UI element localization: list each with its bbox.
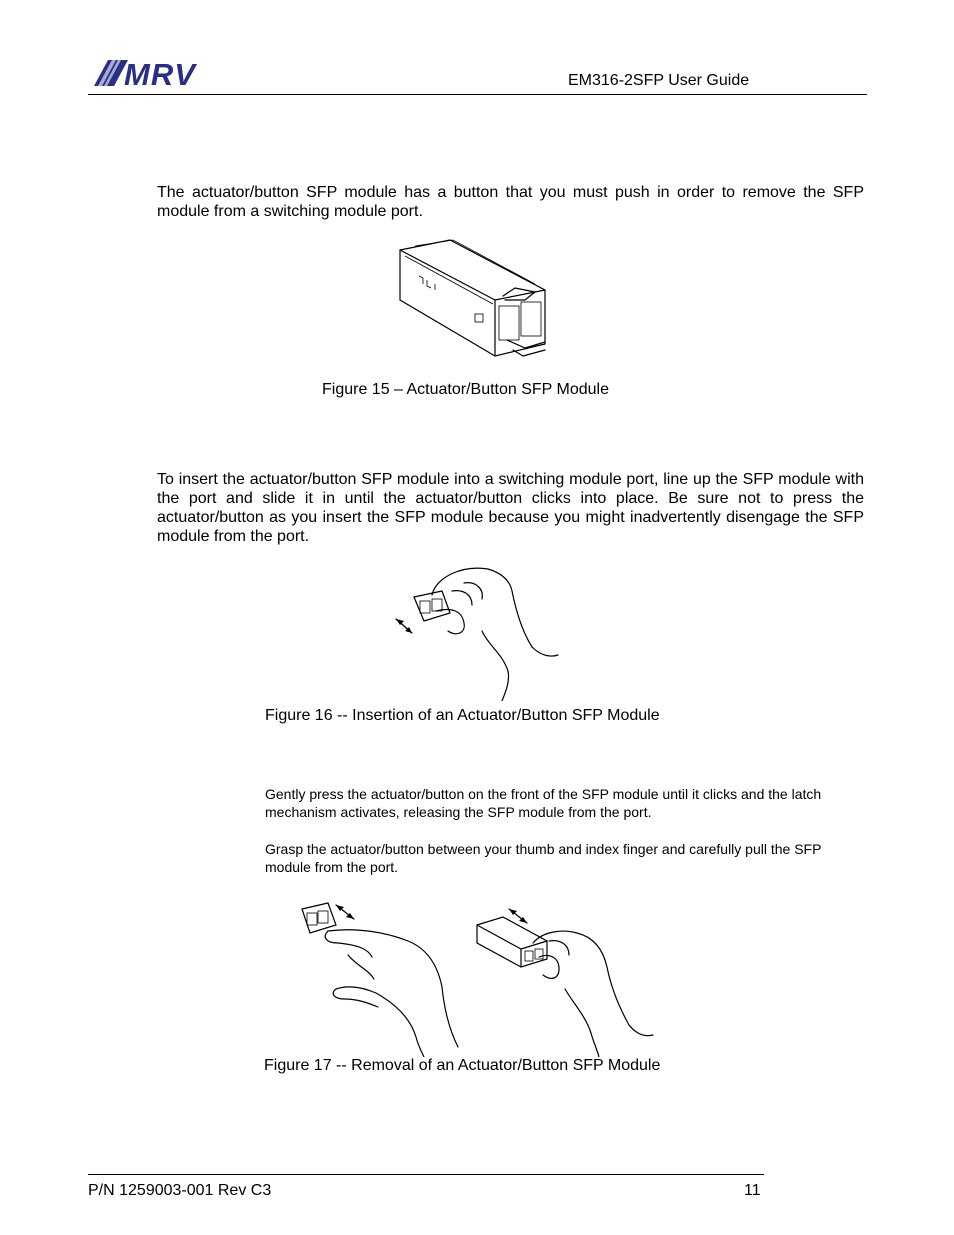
finger-pressing-sfp-button-illustration [298,897,483,1057]
removal-step-1: Gently press the actuator/button on the front of the SFP module until it clicks and the latch mechanism activates, releasing the SFP module from the port. [265,786,822,820]
hand-inserting-sfp-illustration [392,561,562,701]
footer-divider [88,1174,764,1175]
footer-page-number: 11 [744,1182,761,1199]
figure-15-caption: Figure 15 – Actuator/Button SFP Module [322,381,609,398]
hand-pulling-sfp-illustration [473,897,658,1057]
mrv-logo [94,58,214,88]
footer-part-number: P/N 1259003-001 Rev C3 [88,1182,272,1199]
intro-paragraph: The actuator/button SFP module has a button that you must push in order to remove the SFP module from a switching module port. [157,184,864,220]
removal-step-2: Grasp the actuator/button between your thumb and index finger and carefully pull the SFP module from the port. [265,841,822,875]
header-divider [88,94,867,95]
insertion-paragraph: To insert the actuator/button SFP module into a switching module port, line up the SFP module with the port and slide it in until the actuator/button clicks into place. Be sure not to press the actuator/button as you insert the SFP module because you might inadvertently disengage the SFP module from the port. [157,471,864,545]
svg-text:MRV: MRV [124,58,196,88]
sfp-module-illustration [395,236,560,361]
figure-17-caption: Figure 17 -- Removal of an Actuator/Button SFP Module [264,1057,661,1074]
figure-16-caption: Figure 16 -- Insertion of an Actuator/Button SFP Module [265,707,660,724]
guide-title: EM316-2SFP User Guide [568,72,750,89]
